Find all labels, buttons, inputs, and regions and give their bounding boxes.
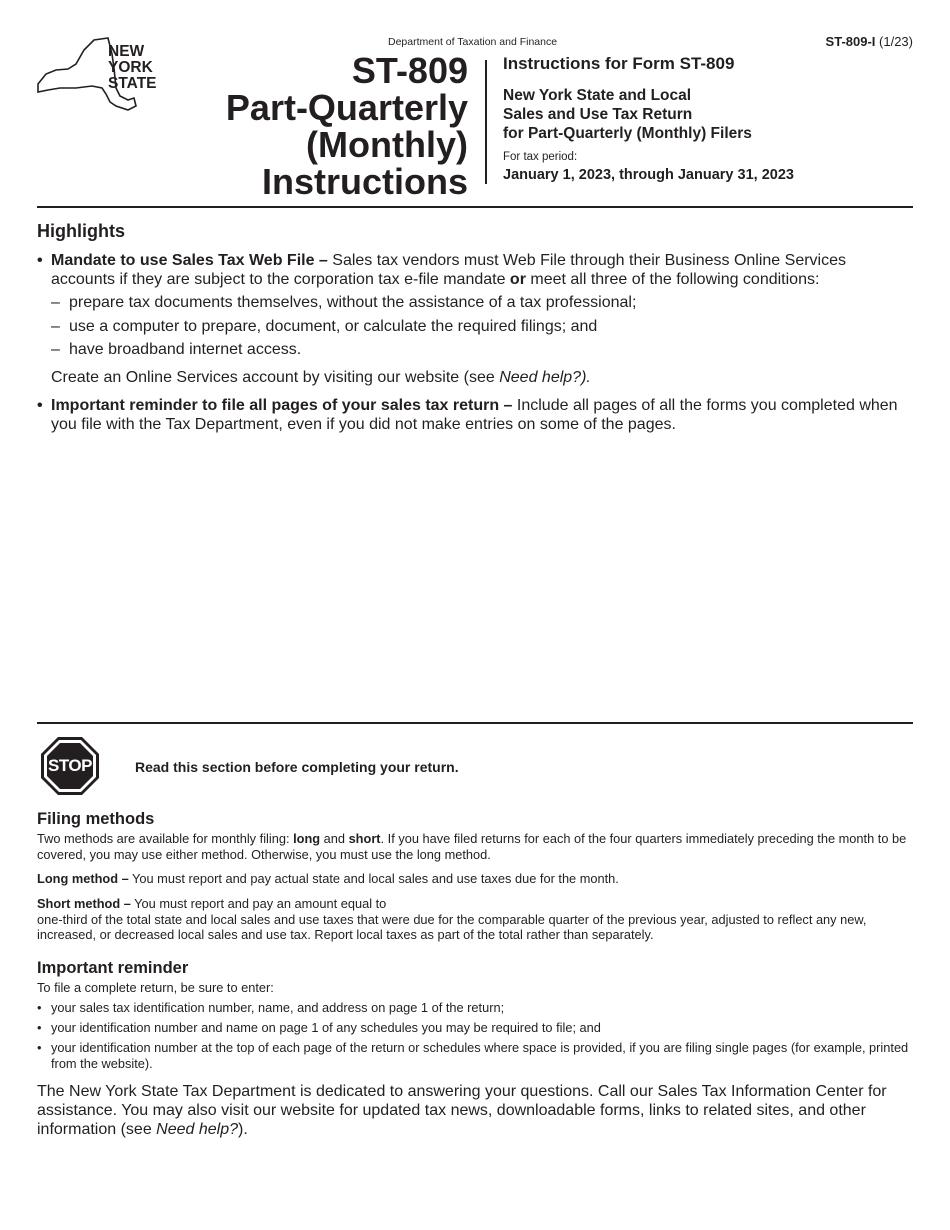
condition-item: – have broadband internet access. bbox=[51, 340, 911, 359]
subtitle-line: for Part-Quarterly (Monthly) Filers bbox=[503, 125, 752, 142]
tax-period-label: For tax period: bbox=[503, 151, 578, 163]
reminder-text: your identification number and name on page 1 of any schedules you may be required to file; and bbox=[51, 1020, 601, 1035]
short-method-text: You must report and pay an amount equal to bbox=[130, 896, 387, 911]
long-method-lead: Long method – bbox=[37, 871, 129, 886]
bullet-lead: Important reminder to file all pages of your sales tax return – bbox=[51, 397, 513, 414]
nys-logo bbox=[36, 36, 166, 116]
condition-item: – use a computer to prepare, document, or calculate the required filings; and bbox=[51, 317, 911, 336]
tax-period: January 1, 2023, through January 31, 2023 bbox=[503, 167, 794, 183]
filing-methods-intro bbox=[37, 831, 917, 862]
condition-text: prepare tax documents themselves, without the assistance of a tax professional; bbox=[69, 294, 637, 311]
title-line: Part-Quarterly bbox=[225, 87, 468, 128]
department-name: Department of Taxation and Finance bbox=[388, 36, 558, 48]
long-method bbox=[37, 871, 917, 887]
logo-word-york: YORK bbox=[108, 59, 153, 76]
form-revision: (1/23) bbox=[879, 34, 913, 49]
bullet-lead: Mandate to use Sales Tax Web File – bbox=[51, 252, 328, 269]
reminder-item: • your identification number and name on page 1 of any schedules you may be required to file; and bbox=[37, 1020, 913, 1036]
text: . If you have filed returns for each of the four quarters immediately preceding the month to be covered, you may use either method. Otherwise, you must use the long method. bbox=[37, 831, 907, 862]
page-title bbox=[226, 52, 468, 200]
highlights-heading: Highlights bbox=[37, 221, 125, 241]
important-reminder-heading: Important reminder bbox=[37, 959, 189, 977]
stop-sign-icon bbox=[40, 736, 100, 796]
term-short: short bbox=[348, 831, 381, 846]
subtitle-line: New York State and Local bbox=[503, 87, 692, 104]
text: and bbox=[320, 831, 349, 846]
form-subtitle bbox=[503, 86, 752, 143]
condition-text: have broadband internet access. bbox=[69, 341, 302, 358]
filing-methods-heading: Filing methods bbox=[37, 810, 155, 828]
form-id-number: ST-809-I bbox=[825, 34, 876, 49]
need-help-ref: Need help?). bbox=[499, 369, 591, 386]
need-help-ref: Need help? bbox=[156, 1121, 239, 1138]
text: Two methods are available for monthly filing: bbox=[37, 831, 294, 846]
logo-word-new: NEW bbox=[108, 43, 145, 60]
term-long: long bbox=[293, 831, 321, 846]
note-text: Create an Online Services account by visiting our website (see bbox=[51, 369, 500, 386]
title-line: (Monthly) bbox=[306, 124, 468, 165]
highlight-bullet-all-pages: • Important reminder to file all pages of your sales tax return – Include all pages of all the forms you completed when you file with the Tax Department, even if you did not make entries on some of the pages. bbox=[37, 397, 898, 433]
condition-item: – prepare tax documents themselves, without the assistance of a tax professional; bbox=[51, 293, 911, 312]
bullet-text: Sales tax vendors must Web File through their Business Online Services accounts if they are subject to the corporation tax e-file mandate bbox=[51, 252, 846, 288]
reminder-intro: To file a complete return, be sure to enter: bbox=[37, 980, 274, 995]
short-method-lead: Short method – bbox=[37, 896, 131, 911]
section-rule bbox=[37, 722, 913, 724]
closing-paragraph bbox=[37, 1082, 907, 1139]
reminder-item: • your sales tax identification number, name, and address on page 1 of the return; bbox=[37, 1000, 913, 1016]
header-rule bbox=[37, 206, 913, 208]
title-line: Instructions bbox=[261, 161, 468, 202]
subtitle-line: Sales and Use Tax Return bbox=[503, 106, 693, 123]
reminder-text: your identification number at the top of each page of the return or schedules where space is provided, if you are filing single pages (for example, printed from the website). bbox=[51, 1040, 909, 1071]
bullet-text: meet all three of the following conditions: bbox=[525, 271, 820, 288]
bullet-or: or bbox=[509, 271, 526, 288]
logo-word-state: STATE bbox=[108, 75, 157, 92]
reminder-text: your sales tax identification number, name, and address on page 1 of the return; bbox=[51, 1000, 505, 1015]
short-method-text: one-third of the total state and local sales and use taxes that were due for the comparable quarter of the previous year, adjusted to reflect any new, increased, or decreased local sales and use tax. Report local taxes as part of the total rather than separately. bbox=[37, 911, 867, 942]
reminder-item: • your identification number at the top of each page of the return or schedules where space is provided, if you are filing single pages (for example, printed from the website). bbox=[37, 1040, 913, 1071]
highlight-bullet-web-file: • Mandate to use Sales Tax Web File – Sales tax vendors must Web File through their Business Online Services accounts if they are subject to the corporation tax e-file mandate or meet all three of the following conditions: bbox=[37, 252, 846, 288]
condition-text: use a computer to prepare, document, or calculate the required filings; and bbox=[69, 318, 598, 335]
long-method-text: You must report and pay actual state and local sales and use taxes due for the month. bbox=[128, 871, 619, 886]
title-divider bbox=[485, 60, 487, 184]
bullet-text: Include all pages of all the forms you completed when you file with the Tax Department, even if you did not make entries on some of the pages. bbox=[51, 397, 898, 433]
closing-text: The New York State Tax Department is dedicated to answering your questions. Call our Sales Tax Information Center for assistance. You may also visit our website for updated tax news, downloadable forms, links to related sites, and other information (see bbox=[37, 1083, 887, 1138]
closing-text: ). bbox=[238, 1121, 248, 1138]
read-notice: Read this section before completing your return. bbox=[135, 759, 459, 775]
instructions-for: Instructions for Form ST-809 bbox=[503, 54, 735, 73]
title-line: ST-809 bbox=[351, 50, 468, 91]
form-id bbox=[826, 34, 913, 49]
create-account-note bbox=[51, 368, 591, 387]
stop-label: STOP bbox=[48, 756, 92, 775]
short-method bbox=[37, 896, 917, 943]
